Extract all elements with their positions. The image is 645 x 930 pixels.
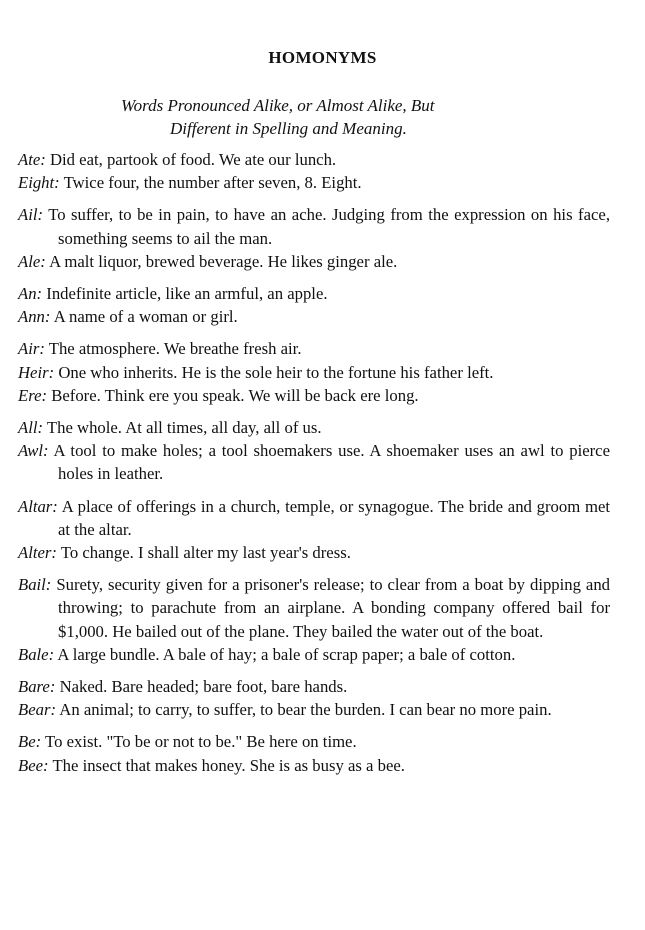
homonym-list <box>18 148 610 786</box>
homonym-entry <box>18 148 610 171</box>
homonym-term: Be: <box>18 732 42 752</box>
homonym-definition: A name of a woman or girl. <box>53 307 238 327</box>
homonym-entry <box>18 416 610 439</box>
homonym-term: Ere: <box>18 385 48 405</box>
homonym-term: Air: <box>18 339 45 359</box>
homonym-entry <box>18 754 610 777</box>
homonym-definition: Twice four, the number after seven, 8. Eight. <box>63 173 362 193</box>
homonym-term: Ann: <box>18 307 51 327</box>
page-subtitle <box>0 94 645 140</box>
homonym-definition: A large bundle. A bale of hay; a bale of scrap paper; a bale of cotton. <box>57 644 516 664</box>
page-title: HOMONYMS <box>268 48 377 67</box>
homonym-entry <box>18 643 610 666</box>
subtitle-line-2: Different in Spelling and Meaning. <box>170 119 407 138</box>
homonym-entry <box>18 439 610 485</box>
homonym-group <box>18 337 610 407</box>
homonym-term: Altar: <box>18 496 58 516</box>
homonym-definition: A malt liquor, brewed beverage. He likes ginger ale. <box>49 251 398 271</box>
homonym-definition: The atmosphere. We breathe fresh air. <box>48 339 302 359</box>
homonym-definition: To suffer, to be in pain, to have an ache. Judging from the expression on his face, something seems to ail the man. <box>48 205 610 248</box>
homonym-term: Eight: <box>18 173 60 193</box>
homonym-term: Bear: <box>18 700 56 720</box>
homonym-definition: To exist. "To be or not to be." Be here on time. <box>45 732 357 752</box>
homonym-entry <box>18 495 610 541</box>
homonym-definition: One who inherits. He is the sole heir to the fortune his father left. <box>58 362 494 382</box>
homonym-entry <box>18 730 610 753</box>
homonym-entry <box>18 282 610 305</box>
homonym-definition: An animal; to carry, to suffer, to bear the burden. I can bear no more pain. <box>59 700 552 720</box>
homonym-entry <box>18 384 610 407</box>
homonym-term: Ate: <box>18 150 46 169</box>
homonym-definition: Did eat, partook of food. We ate our lunch. <box>49 150 337 169</box>
homonym-entry <box>18 675 610 698</box>
homonym-term: Ail: <box>18 205 44 225</box>
homonym-entry <box>18 203 610 249</box>
homonym-term: Bee: <box>18 755 49 775</box>
homonym-group <box>18 148 610 194</box>
homonym-definition: Before. Think ere you speak. We will be back ere long. <box>51 385 419 405</box>
homonym-term: Awl: <box>18 441 49 461</box>
homonym-definition: The insect that makes honey. She is as busy as a bee. <box>52 755 405 775</box>
homonym-group <box>18 675 610 721</box>
homonym-term: An: <box>18 284 43 304</box>
homonym-entry <box>18 337 610 360</box>
homonym-term: Alter: <box>18 543 57 563</box>
homonym-group <box>18 730 610 776</box>
homonym-definition: Indefinite article, like an armful, an apple. <box>46 284 328 304</box>
homonym-group <box>18 573 610 666</box>
homonym-group <box>18 495 610 565</box>
homonym-definition: To change. I shall alter my last year's dress. <box>60 543 351 563</box>
homonym-definition: A place of offerings in a church, temple, or synagogue. The bride and groom met at the altar. <box>58 496 610 539</box>
homonym-term: All: <box>18 418 44 438</box>
homonym-group <box>18 416 610 486</box>
homonym-definition: Naked. Bare headed; bare foot, bare hands. <box>59 677 348 697</box>
homonym-entry <box>18 361 610 384</box>
homonym-group <box>18 203 610 273</box>
homonym-entry <box>18 698 610 721</box>
homonym-term: Bail: <box>18 575 52 595</box>
homonym-entry <box>18 573 610 643</box>
homonym-entry <box>18 305 610 328</box>
homonym-definition: The whole. At all times, all day, all of us. <box>46 418 322 438</box>
homonym-definition: Surety, security given for a prisoner's release; to clear from a boat by dipping and throwing; to parachute from an airplane. A bonding company offered bail for $1,000. He bailed out of the plane. They bailed the water out of the boat. <box>56 575 611 641</box>
subtitle-line-1: Words Pronounced Alike, or Almost Alike, But <box>121 96 435 115</box>
homonym-term: Heir: <box>18 362 55 382</box>
homonym-term: Ale: <box>18 251 46 271</box>
homonym-entry <box>18 171 610 194</box>
homonym-group <box>18 282 610 328</box>
homonym-term: Bale: <box>18 644 55 664</box>
homonym-entry <box>18 250 610 273</box>
homonym-definition: A tool to make holes; a tool shoemakers use. A shoemaker uses an awl to pierce holes in leather. <box>53 441 610 484</box>
homonym-entry <box>18 541 610 564</box>
homonym-term: Bare: <box>18 677 56 697</box>
